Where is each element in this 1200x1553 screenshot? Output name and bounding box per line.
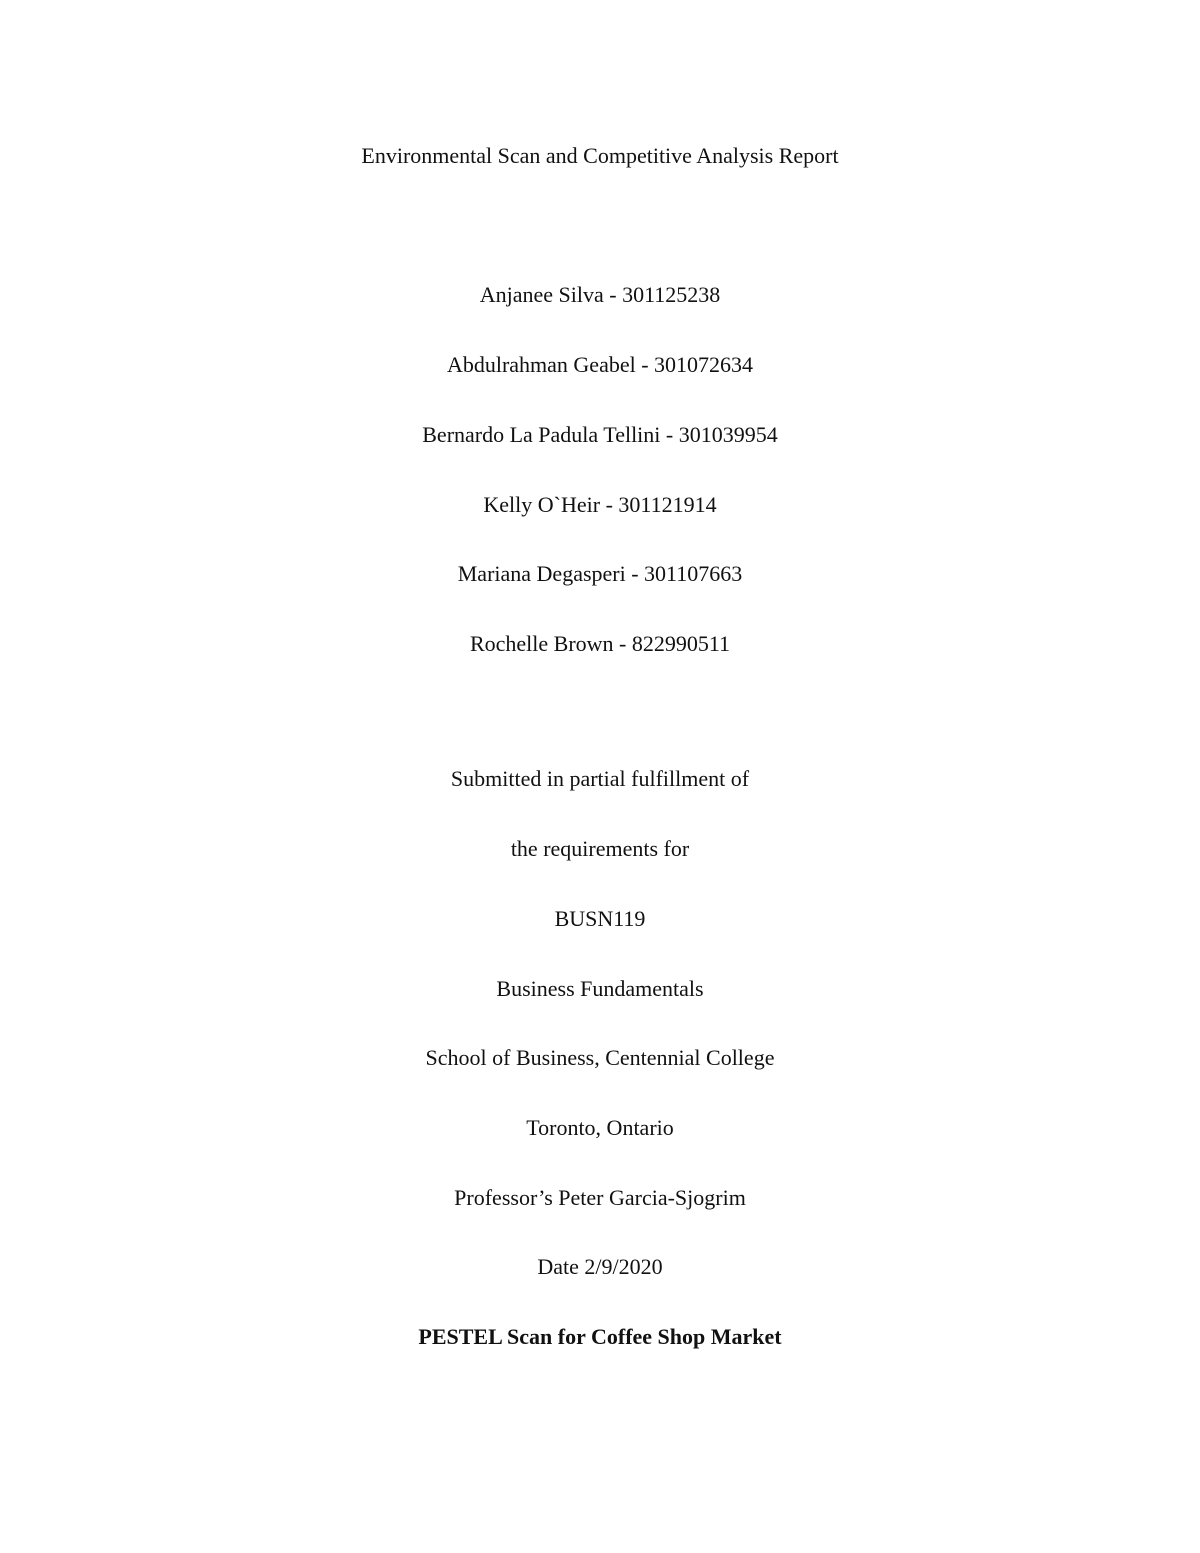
submission-date: Date 2/9/2020: [537, 1254, 663, 1279]
author-line: Rochelle Brown - 822990511: [469, 631, 731, 656]
professor-name: Professor’s Peter Garcia-Sjogrim: [454, 1185, 746, 1210]
report-title: Environmental Scan and Competitive Analysis Report: [361, 143, 839, 168]
location: Toronto, Ontario: [526, 1115, 674, 1140]
author-line: Mariana Degasperi - 301107663: [457, 561, 743, 586]
author-line: Kelly O`Heir - 301121914: [483, 492, 717, 517]
section-heading: PESTEL Scan for Coffee Shop Market: [418, 1324, 782, 1349]
school-name: School of Business, Centennial College: [425, 1045, 775, 1070]
course-code: BUSN119: [554, 906, 646, 931]
author-line: Abdulrahman Geabel - 301072634: [446, 352, 754, 377]
submission-line-1: Submitted in partial fulfillment of: [450, 766, 750, 791]
author-line: Bernardo La Padula Tellini - 301039954: [422, 422, 778, 447]
course-name: Business Fundamentals: [496, 976, 704, 1001]
submission-line-2: the requirements for: [510, 836, 690, 861]
author-line: Anjanee Silva - 301125238: [479, 282, 721, 307]
